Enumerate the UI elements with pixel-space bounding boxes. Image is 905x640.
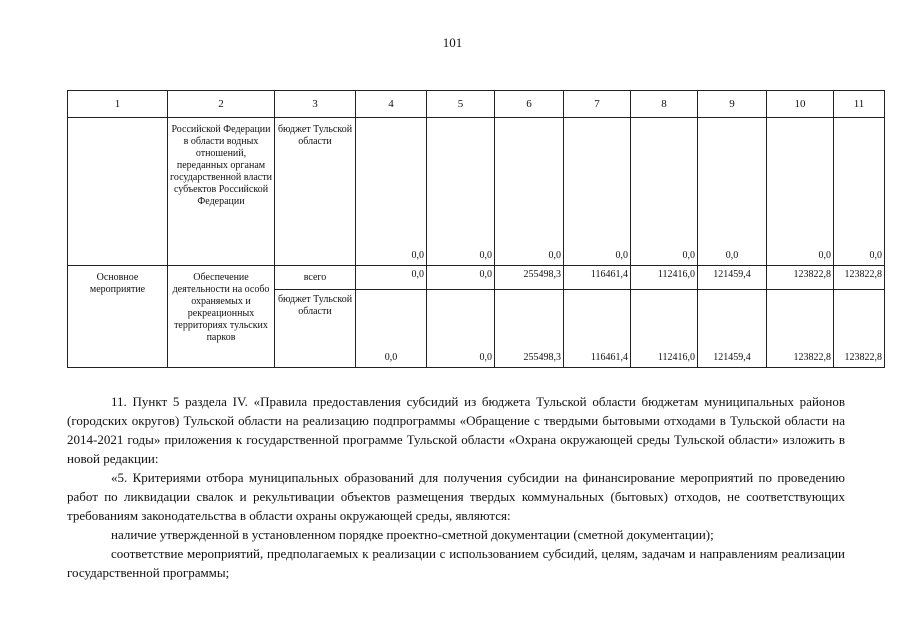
table-cell: 121459,4 xyxy=(698,266,767,290)
table-cell: бюджет Тульской области xyxy=(275,118,356,266)
table-cell: 112416,0 xyxy=(631,290,698,368)
header-cell: 11 xyxy=(834,91,885,118)
table-cell: Обеспечение деятельности на особо охраняемых и рекреационных территориях тульских парков xyxy=(168,266,275,368)
table-cell xyxy=(68,118,168,266)
header-cell: 3 xyxy=(275,91,356,118)
header-cell: 9 xyxy=(698,91,767,118)
table-cell: 0,0 xyxy=(495,118,564,266)
header-cell: 4 xyxy=(356,91,427,118)
header-cell: 8 xyxy=(631,91,698,118)
table-cell: 0,0 xyxy=(427,290,495,368)
header-cell: 1 xyxy=(68,91,168,118)
header-cell: 7 xyxy=(564,91,631,118)
table-cell: 123822,8 xyxy=(767,290,834,368)
paragraph-criteria: «5. Критериями отбора муниципальных образований для получения субсидии на финансирование мероприятий по проведению работ по ликвидации свалок и рекультивации объектов размещения твердых коммунальных (бытовых) отходов, не соответствующих требованиям законодательства в области охраны окружающей среды, являются: xyxy=(67,470,845,523)
table-cell: 0,0 xyxy=(427,266,495,290)
paragraph-criterion-1: наличие утвержденной в установленном порядке проектно-сметной документации (сметной документации); xyxy=(111,527,714,542)
table-header-row xyxy=(68,91,885,118)
header-cell: 6 xyxy=(495,91,564,118)
table-cell: 0,0 xyxy=(356,266,427,290)
table-cell: 116461,4 xyxy=(564,266,631,290)
table-row xyxy=(68,118,885,266)
table-cell: 255498,3 xyxy=(495,290,564,368)
table-cell: всего xyxy=(275,266,356,290)
table-cell: 121459,4 xyxy=(698,290,767,368)
table-cell: 123822,8 xyxy=(834,266,885,290)
document-body xyxy=(67,392,845,582)
table-cell: 0,0 xyxy=(834,118,885,266)
table-cell: 123822,8 xyxy=(767,266,834,290)
header-cell: 2 xyxy=(168,91,275,118)
table-cell: 0,0 xyxy=(427,118,495,266)
page-number: 101 xyxy=(442,35,463,50)
table-cell: 0,0 xyxy=(767,118,834,266)
table-cell: 116461,4 xyxy=(564,290,631,368)
table-cell: 112416,0 xyxy=(631,266,698,290)
table-cell: Российской Федерации в области водных отношений, переданных органам государственной власти субъектов Российской Федерации xyxy=(168,118,275,266)
paragraph-criterion-2: соответствие мероприятий, предполагаемых к реализации с использованием субсидий, целям, задачам и направлениям реализации государственной программы; xyxy=(67,546,845,580)
table-cell: 0,0 xyxy=(698,118,767,266)
table-cell: 0,0 xyxy=(631,118,698,266)
table-cell: 0,0 xyxy=(356,290,427,368)
table-cell: 0,0 xyxy=(564,118,631,266)
paragraph-amendment: 11. Пункт 5 раздела IV. «Правила предоставления субсидий из бюджета Тульской области бюджетам муниципальных районов (городских округов) Тульской области на реализацию подпрограммы «Обращение с твердыми бытовыми отходами в Тульской области на 2014-2021 годы» приложения к государственной программе Тульской области «Охрана окружающей среды Тульской области» изложить в новой редакции: xyxy=(67,394,845,466)
header-cell: 5 xyxy=(427,91,495,118)
table-cell: бюджет Тульской области xyxy=(275,290,356,368)
header-cell: 10 xyxy=(767,91,834,118)
table-cell: Основное мероприятие xyxy=(68,266,168,368)
budget-table xyxy=(67,90,885,368)
table-row xyxy=(68,266,885,290)
table-cell: 0,0 xyxy=(356,118,427,266)
table-cell: 123822,8 xyxy=(834,290,885,368)
table-cell: 255498,3 xyxy=(495,266,564,290)
